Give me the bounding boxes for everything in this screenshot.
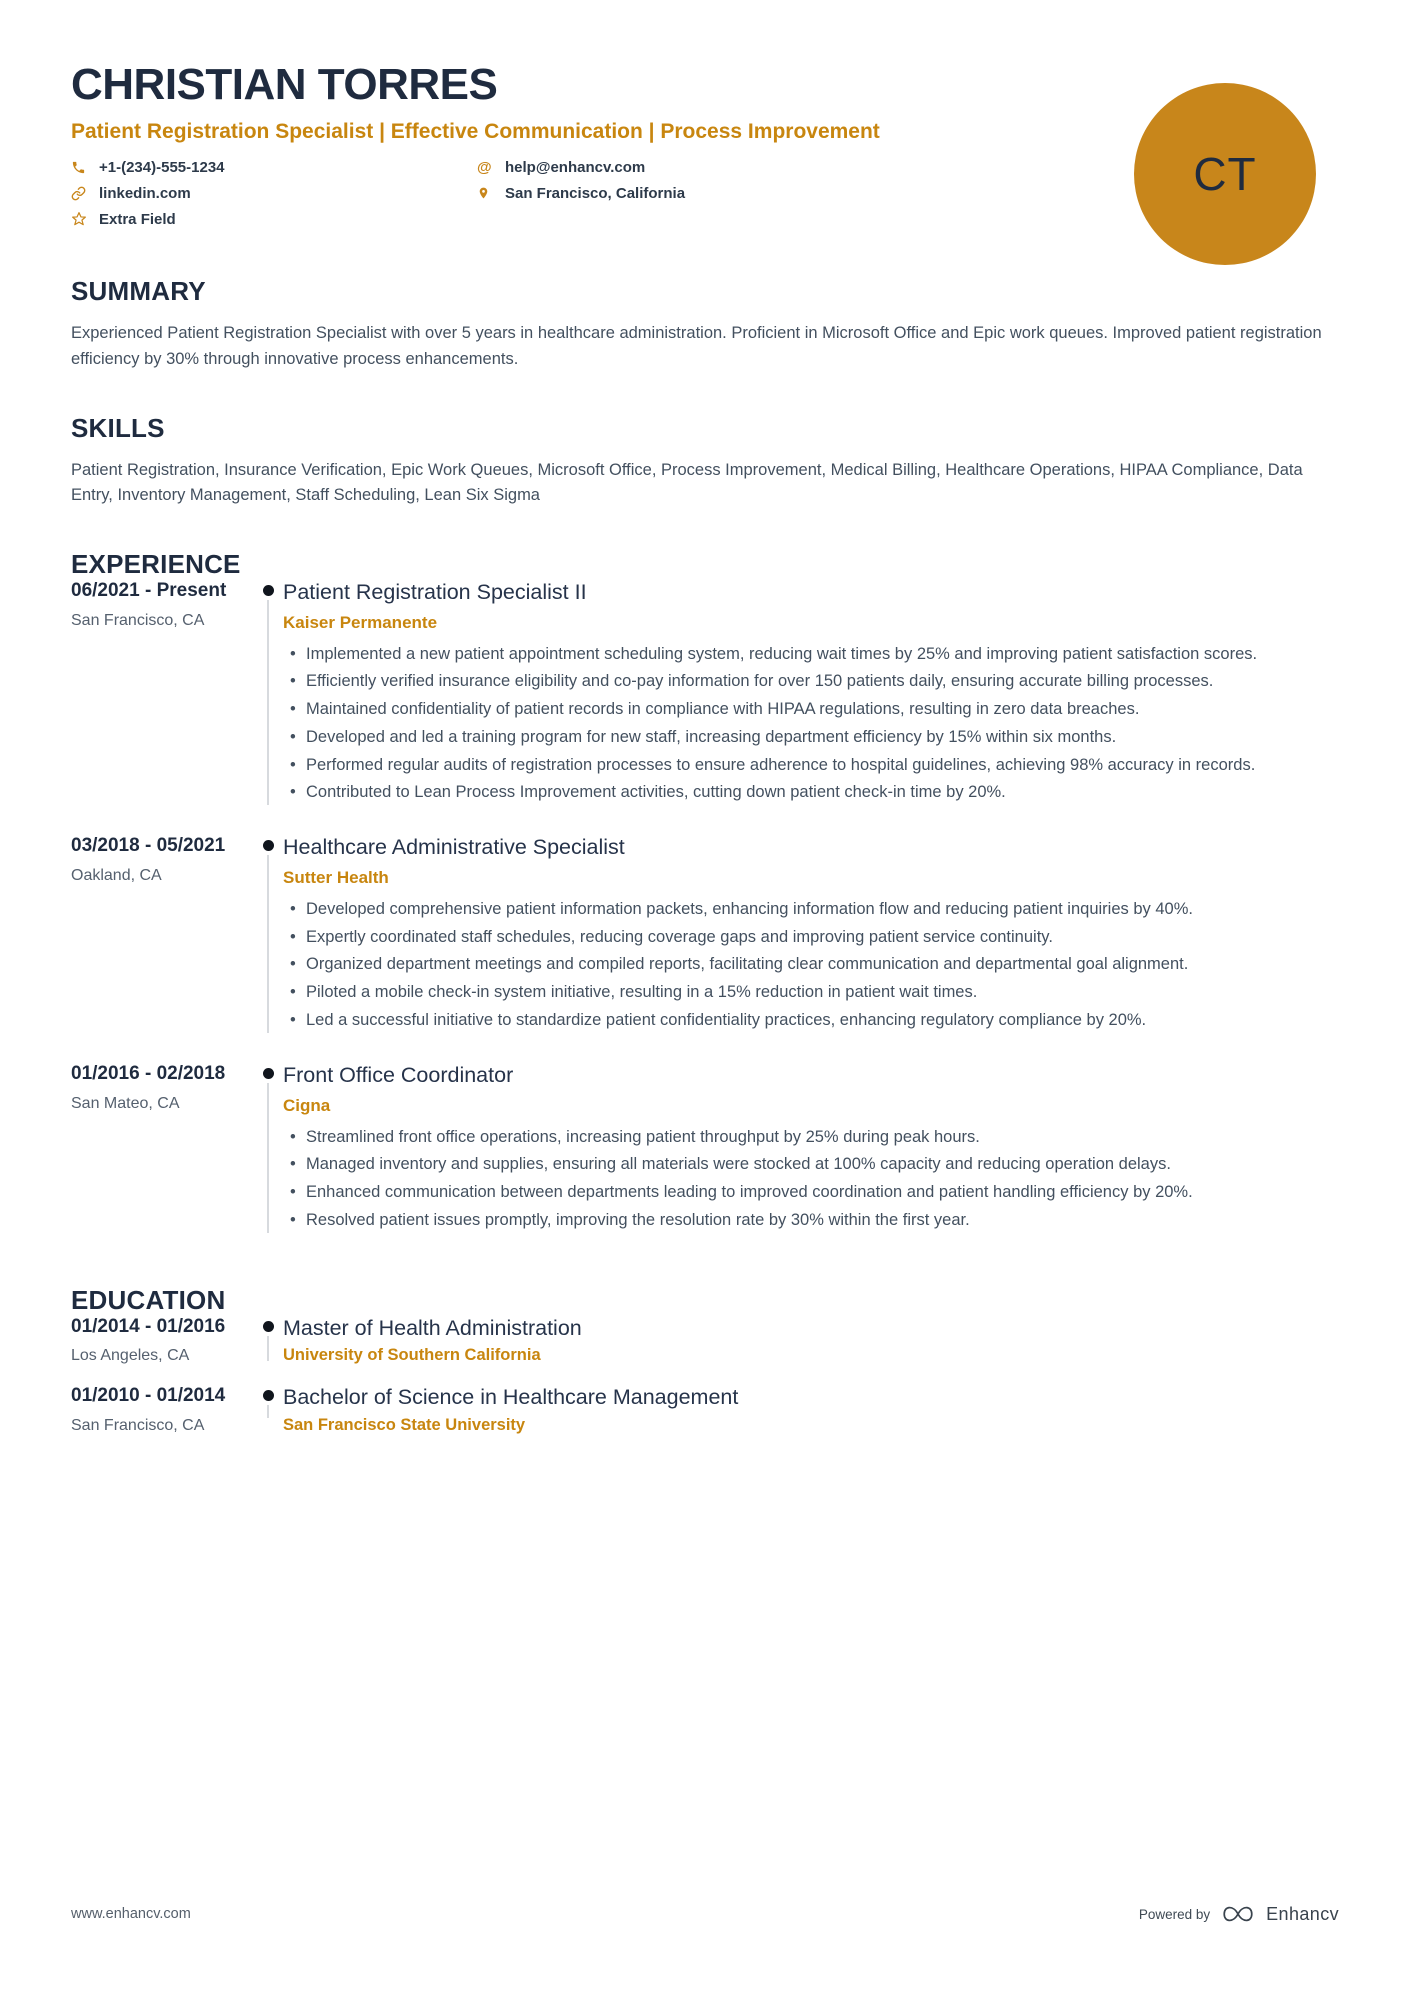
job-dates: 01/2016 - 02/2018 [71,1062,226,1084]
job-details [283,1063,1339,1237]
powered-by-label: Powered by [1138,1906,1211,1922]
job-meta [71,1063,253,1237]
job-company: Cigna [283,1095,331,1115]
job-details [283,835,1339,1037]
avatar-initials: CT [1193,148,1257,200]
edu-degree: Master of Health Administration [283,1315,582,1340]
job-bullet: • Resolved patient issues promptly, improving the resolution rate by 30% within the first year. [306,1209,1316,1232]
job-bullet: • Managed inventory and supplies, ensuring all materials were stocked at 100% capacity and reducing operation delays. [306,1153,1316,1176]
job-title: Healthcare Administrative Specialist [283,835,625,860]
star-icon [71,210,91,228]
contact-column-left [71,158,477,236]
job-company: Sutter Health [283,867,389,887]
contact-website[interactable] [71,184,477,202]
location-text: San Francisco, California [505,184,686,202]
education-heading: EDUCATION [71,1284,226,1315]
timeline-dot [263,1321,274,1332]
email-link[interactable]: help@enhancv.com [505,158,646,176]
job-location: Oakland, CA [71,866,162,884]
timeline [253,580,283,809]
job-bullet: • Organized department meetings and compiled reports, facilitating clear communication and departmental goal alignment. [306,953,1316,976]
timeline-line [267,855,269,1033]
edu-dates: 01/2010 - 01/2014 [71,1385,226,1407]
phone-number: +1-(234)-555-1234 [99,158,225,176]
edu-meta [71,1385,253,1435]
edu-details [283,1316,1339,1366]
job-bullet: • Enhanced communication between departments leading to improved coordination and patient handling efficiency by 20%. [306,1181,1316,1204]
summary-section [71,276,1339,372]
footer [71,1901,1339,1927]
phone-icon [71,158,91,176]
timeline [253,1063,283,1237]
edu-dates: 01/2014 - 01/2016 [71,1315,226,1337]
footer-brand[interactable] [1139,1901,1339,1927]
job-location: San Mateo, CA [71,1094,180,1112]
contact-extra-field [71,210,477,228]
summary-heading: SUMMARY [71,276,206,307]
candidate-headline: Patient Registration Specialist | Effective Communication | Process Improvement [71,120,880,144]
job-dates: 03/2018 - 05/2021 [71,835,226,857]
experience-heading: EXPERIENCE [71,548,241,579]
contact-email[interactable] [477,158,685,176]
job-bullet: • Developed comprehensive patient information packets, enhancing information flow and reducing patient inquiries by 40%. [306,898,1316,921]
experience-entry-1 [71,580,1339,835]
experience-entry-2 [71,835,1339,1063]
education-entry-1 [71,1316,1339,1386]
timeline-dot [263,585,274,596]
timeline [253,835,283,1037]
timeline-dot [263,840,274,851]
job-meta [71,580,253,809]
job-title: Patient Registration Specialist II [283,579,587,604]
footer-website-link[interactable]: www.enhancv.com [71,1906,191,1922]
avatar [1134,83,1316,265]
job-bullet: • Efficiently verified insurance eligibility and co-pay information for over 150 patients daily, ensuring accurate billing processes. [306,670,1316,693]
summary-text: Experienced Patient Registration Specialist with over 5 years in healthcare administration. Proficient in Microsoft Office and Epic work queues. Improved patient registration efficiency by 30% through innovative process enhancements. [71,324,1322,369]
timeline-line [267,1405,269,1418]
edu-school: University of Southern California [283,1346,541,1365]
extra-field-text: Extra Field [99,210,176,228]
job-meta [71,835,253,1037]
enhancv-logo-icon [1219,1901,1257,1927]
job-bullet: • Performed regular audits of registration processes to ensure adherence to hospital guidelines, achieving 98% accuracy in records. [306,754,1316,777]
skills-heading: SKILLS [71,412,165,443]
timeline-line [267,1083,269,1233]
timeline-dot [263,1068,274,1079]
location-pin-icon [477,184,497,202]
job-company: Kaiser Permanente [283,612,438,632]
education-section [71,1285,1339,1456]
edu-location: San Francisco, CA [71,1417,205,1435]
timeline-line [267,600,269,805]
job-dates: 06/2021 - Present [71,579,227,601]
at-icon: @ [477,158,492,176]
contact-location [477,184,685,202]
edu-details [283,1385,1339,1435]
enhancv-brand-name: Enhancv [1266,1903,1339,1924]
timeline [253,1385,283,1435]
job-location: San Francisco, CA [71,611,205,629]
job-bullets [283,898,1339,1032]
link-icon [71,184,91,202]
edu-location: Los Angeles, CA [71,1347,190,1365]
contact-column-right [477,158,685,236]
job-bullet: • Developed and led a training program for new staff, increasing department efficiency by 15% within six months. [306,726,1316,749]
job-bullets [283,1126,1339,1232]
website-link[interactable]: linkedin.com [99,184,191,202]
contact-phone [71,158,477,176]
timeline-dot [263,1390,274,1401]
skills-section [71,413,1339,509]
timeline [253,1316,283,1366]
job-details [283,580,1339,809]
job-bullet: • Piloted a mobile check-in system initiative, resulting in a 15% reduction in patient wait times. [306,981,1316,1004]
experience-section [71,549,1339,1263]
skills-text: Patient Registration, Insurance Verification, Epic Work Queues, Microsoft Office, Process Improvement, Medical Billing, Healthcare Operations, HIPAA Compliance, Data Entry, Inventory Management, Staff Scheduling, Lean Six Sigma [71,460,1303,505]
experience-entry-3 [71,1063,1339,1263]
edu-school: San Francisco State University [283,1416,526,1435]
job-bullet: • Maintained confidentiality of patient records in compliance with HIPAA regulations, resulting in zero data breaches. [306,698,1316,721]
edu-degree: Bachelor of Science in Healthcare Management [283,1385,739,1410]
job-bullet: • Led a successful initiative to standardize patient confidentiality practices, enhancing regulatory compliance by 20%. [306,1009,1316,1032]
timeline-line [267,1336,269,1362]
job-title: Front Office Coordinator [283,1062,514,1087]
education-entry-2 [71,1385,1339,1455]
edu-meta [71,1316,253,1366]
job-bullet: • Contributed to Lean Process Improvement activities, cutting down patient check-in time by 20%. [306,781,1316,804]
job-bullets [283,643,1339,805]
job-bullet: • Expertly coordinated staff schedules, reducing coverage gaps and improving patient service continuity. [306,926,1316,949]
job-bullet: • Implemented a new patient appointment scheduling system, reducing wait times by 25% and improving patient satisfaction scores. [306,643,1316,666]
candidate-name: CHRISTIAN TORRES [71,60,498,109]
job-bullet: • Streamlined front office operations, increasing patient throughput by 25% during peak hours. [306,1126,1316,1149]
